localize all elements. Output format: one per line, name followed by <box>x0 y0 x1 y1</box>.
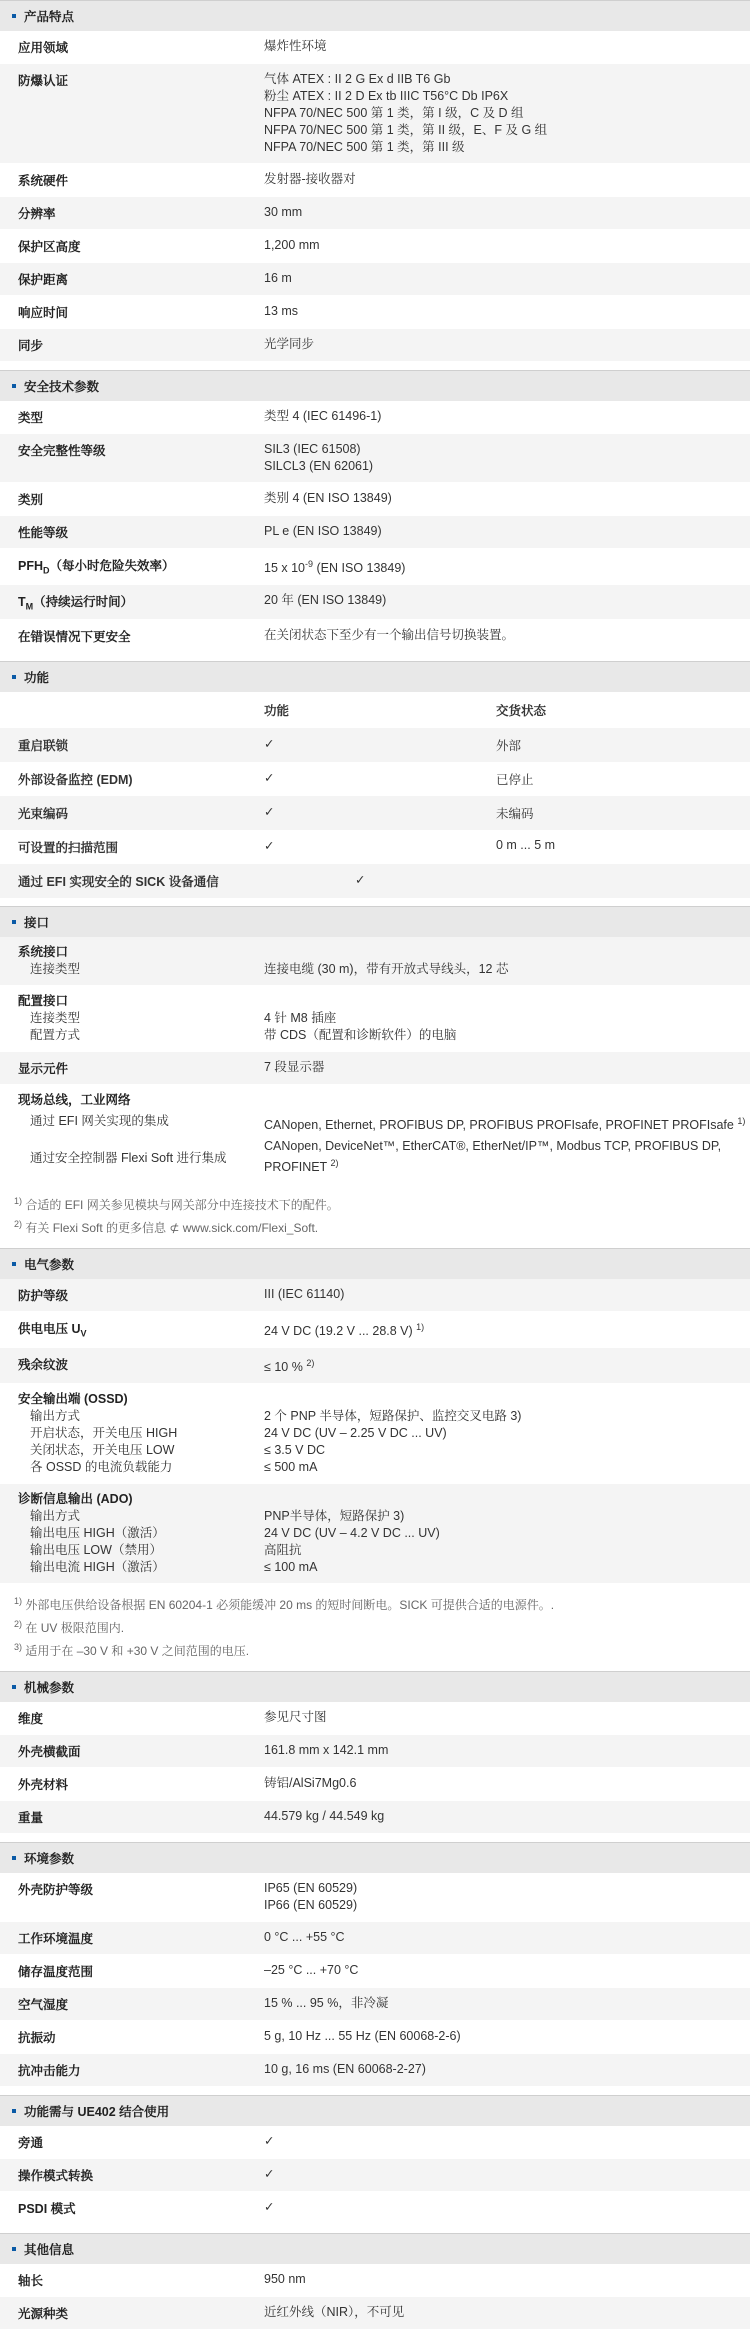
row-value <box>264 1092 750 1176</box>
row-value: III (IEC 61140) <box>264 1286 345 1301</box>
sub-label: 配置方式 <box>30 1027 81 1042</box>
label-main: T <box>18 595 26 610</box>
column-header-delivery-state: 交货状态 <box>496 703 547 718</box>
row-value <box>264 1391 750 1476</box>
section-title: 功能需与 UE402 结合使用 <box>24 2105 170 2120</box>
label-rest: （持续运行时间） <box>33 595 134 610</box>
row-value: 发射器-接收器对 <box>264 172 356 186</box>
footnote-ref: 1) <box>416 1321 425 1332</box>
row-label: 空气湿度 <box>18 1998 69 2013</box>
row-label: 系统硬件 <box>18 174 69 188</box>
table-row <box>0 483 750 516</box>
row-value: 近红外线（NIR），不可见 <box>264 2305 405 2320</box>
row-value: 950 nm <box>264 2272 306 2287</box>
table-row <box>0 434 750 483</box>
table-row <box>0 516 750 549</box>
value-line: 连接电缆 (30 m)，带有开放式导线头，12 芯 <box>264 961 509 976</box>
footnote-number: 1) <box>14 1596 23 1607</box>
check-icon: ✓ <box>264 2200 275 2215</box>
row-label: 储存温度范围 <box>18 1965 94 1980</box>
row-label: 外壳防护等级 <box>18 1883 94 1898</box>
section-bullet-icon <box>12 1262 16 1266</box>
row-value: 未编码 <box>496 806 534 821</box>
row-value <box>496 872 750 890</box>
electrical-footnotes <box>0 1584 750 1671</box>
value-line: 24 V DC (UV – 4.2 V DC ... UV) <box>264 1526 440 1541</box>
sub-label: 关闭状态，开关电压 LOW <box>30 1443 175 1458</box>
row-label: 显示元件 <box>18 1061 69 1076</box>
label-main: 供电电压 U <box>18 1321 81 1336</box>
row-label: 轴长 <box>18 2274 44 2289</box>
row-label <box>0 556 264 577</box>
row-value: 在关闭状态下至少有一个输出信号切换装置。 <box>264 627 515 642</box>
row-label: 类型 <box>18 411 44 425</box>
footnote-number: 2) <box>14 1218 23 1229</box>
section-bullet-icon <box>12 920 16 924</box>
row-value <box>264 1355 750 1376</box>
row-label <box>0 592 264 612</box>
row-value: 5 g, 10 Hz ... 55 Hz (EN 60068-2-6) <box>264 2029 461 2044</box>
group-title: 配置接口 <box>18 993 69 1008</box>
group-title: 安全输出端 (OSSD) <box>18 1392 128 1407</box>
row-value: 类别 4 (EN ISO 13849) <box>264 491 392 505</box>
row-value: 44.579 kg / 44.549 kg <box>264 1809 385 1824</box>
label-subscript: V <box>80 1328 87 1339</box>
mechanical-table <box>0 1702 750 1834</box>
section-bullet-icon <box>12 384 16 388</box>
value-line: ≤ 100 mA <box>264 1560 318 1575</box>
section-bullet-icon <box>12 2247 16 2251</box>
section-header-safety-parameters <box>0 370 750 401</box>
footnote-ref: 2) <box>306 1358 315 1369</box>
row-value: PL e (EN ISO 13849) <box>264 524 382 538</box>
safety-parameters-table <box>0 401 750 653</box>
value-line: SILCL3 (EN 62061) <box>264 459 374 473</box>
section-title: 安全技术参数 <box>24 380 100 394</box>
table-row <box>0 549 750 585</box>
section-bullet-icon <box>12 14 16 18</box>
table-row <box>0 1801 750 1834</box>
row-value: –25 °C ... +70 °C <box>264 1963 359 1978</box>
row-value: 0 m ... 5 m <box>496 837 556 852</box>
functions-table <box>0 692 750 898</box>
section-header-other-info <box>0 2233 750 2264</box>
row-label: 工作环境温度 <box>18 1932 94 1947</box>
product-features-table <box>0 31 750 362</box>
table-row <box>0 1484 750 1584</box>
table-header-row <box>0 692 750 728</box>
table-row <box>0 1922 750 1955</box>
group-title: 现场总线，工业网络 <box>18 1092 131 1107</box>
row-label: 外壳材料 <box>18 1778 69 1793</box>
row-label: 分辨率 <box>18 207 56 221</box>
row-value: 20 年 (EN ISO 13849) <box>264 593 387 608</box>
section-title: 产品特点 <box>24 10 75 24</box>
row-label: PSDI 模式 <box>18 2202 76 2217</box>
table-row <box>0 31 750 64</box>
value-line: NFPA 70/NEC 500 第 1 类，第 I 级，C 及 D 组 <box>264 106 524 120</box>
row-label <box>0 944 264 978</box>
group-title: 诊断信息输出 (ADO) <box>18 1492 133 1507</box>
row-label: 外壳横截面 <box>18 1745 81 1760</box>
row-value: 0 °C ... +55 °C <box>264 1930 345 1945</box>
footnote-text: 在 UV 极限范围内. <box>25 1621 125 1636</box>
table-row <box>0 1348 750 1384</box>
table-row <box>0 986 750 1052</box>
table-row <box>0 1384 750 1484</box>
row-label: 通过 EFI 实现安全的 SICK 设备通信 <box>18 874 219 889</box>
table-row <box>0 1279 750 1312</box>
check-icon: ✓ <box>264 2167 275 2182</box>
row-label: 维度 <box>18 1712 44 1727</box>
footnote-link[interactable]: 有关 Flexi Soft 的更多信息 ⊄ www.sick.com/Flexi_Soft. <box>25 1220 319 1235</box>
row-value: 30 mm <box>264 205 303 219</box>
value-line: IP66 (EN 60529) <box>264 1898 358 1913</box>
value-line: ≤ 500 mA <box>264 1460 318 1475</box>
row-label: 应用领域 <box>18 41 69 55</box>
row-value <box>264 993 750 1044</box>
row-value: 161.8 mm x 142.1 mm <box>264 1743 389 1758</box>
row-label: 响应时间 <box>18 306 69 320</box>
value-line: NFPA 70/NEC 500 第 1 类，第 III 级 <box>264 140 465 154</box>
row-value <box>264 71 750 156</box>
section-title: 机械参数 <box>24 1681 75 1696</box>
table-row <box>0 1085 750 1184</box>
row-label: 重启联锁 <box>18 738 69 753</box>
row-label: 重量 <box>18 1811 44 1826</box>
row-value: 15 % ... 95 %，非冷凝 <box>264 1996 389 2011</box>
row-label: 防爆认证 <box>18 74 69 88</box>
table-row <box>0 2192 750 2225</box>
table-row <box>0 937 750 986</box>
footnote-text: 合适的 EFI 网关参见模块与网关部分中连接技术下的配件。 <box>25 1197 339 1212</box>
table-row <box>0 164 750 197</box>
value-line: 气体 ATEX : II 2 G Ex d IIB T6 Gb <box>264 72 451 86</box>
row-label: 可设置的扫描范围 <box>18 840 119 855</box>
row-label <box>0 1319 264 1340</box>
sub-label: 输出电压 HIGH（激活） <box>30 1526 165 1541</box>
value-line: 4 针 M8 插座 <box>264 1010 337 1025</box>
sub-label: 输出方式 <box>30 1409 81 1424</box>
check-icon: ✓ <box>355 872 366 887</box>
table-row <box>0 585 750 620</box>
row-value <box>264 1319 750 1340</box>
section-title: 接口 <box>24 915 50 930</box>
section-bullet-icon <box>12 1856 16 1860</box>
sub-label: 输出方式 <box>30 1509 81 1524</box>
check-icon: ✓ <box>264 804 275 819</box>
section-header-electrical <box>0 1248 750 1279</box>
table-row <box>0 2126 750 2159</box>
value-line: SIL3 (IEC 61508) <box>264 442 361 456</box>
value-line: IP65 (EN 60529) <box>264 1881 358 1896</box>
row-label: 抗振动 <box>18 2031 56 2046</box>
value-text: 24 V DC (19.2 V ... 28.8 V) <box>264 1324 413 1339</box>
table-row <box>0 296 750 329</box>
ue402-table <box>0 2126 750 2225</box>
row-label <box>0 1092 264 1176</box>
footnote-text: 适用于在 –30 V 和 +30 V 之间范围的电压. <box>25 1644 250 1659</box>
sub-label: 通过 EFI 网关实现的集成 <box>30 1113 169 1128</box>
row-label: 保护距离 <box>18 273 69 287</box>
label-subscript: M <box>25 601 34 612</box>
row-label: 外部设备监控 (EDM) <box>18 772 133 787</box>
label-rest: （每小时危险失效率） <box>49 559 175 573</box>
table-row <box>0 1735 750 1768</box>
section-header-environment <box>0 1842 750 1873</box>
table-row <box>0 263 750 296</box>
table-row <box>0 197 750 230</box>
column-header <box>0 701 264 719</box>
section-title: 环境参数 <box>24 1852 75 1867</box>
footnote-number: 1) <box>14 1195 23 1206</box>
row-value <box>264 441 750 475</box>
sub-label: 输出电流 HIGH（激活） <box>30 1560 165 1575</box>
row-label: 安全完整性等级 <box>18 444 106 458</box>
value-text: ≤ 10 % <box>264 1360 303 1375</box>
row-value: 类型 4 (IEC 61496-1) <box>264 409 382 423</box>
row-label: 性能等级 <box>18 526 69 540</box>
row-value: 7 段显示器 <box>264 1059 325 1074</box>
row-label: 操作模式转换 <box>18 2169 94 2184</box>
row-label: 光源种类 <box>18 2307 69 2322</box>
row-label: 光束编码 <box>18 806 69 821</box>
sub-label: 开启状态，开关电压 HIGH <box>30 1426 178 1441</box>
footnote-number: 2) <box>14 1619 23 1630</box>
row-label: 防护等级 <box>18 1288 69 1303</box>
table-row <box>0 762 750 796</box>
table-row <box>0 1702 750 1735</box>
other-info-table <box>0 2264 750 2330</box>
section-header-interfaces <box>0 906 750 937</box>
section-title: 其他信息 <box>24 2243 75 2258</box>
value-post: (EN ISO 13849) <box>313 561 406 576</box>
table-row <box>0 1768 750 1801</box>
column-header-function: 功能 <box>264 703 290 718</box>
value-line: 高阻抗 <box>264 1543 302 1558</box>
table-row <box>0 728 750 762</box>
value-superscript: -9 <box>305 559 314 569</box>
row-value <box>264 556 750 577</box>
interfaces-footnotes <box>0 1184 750 1248</box>
environment-table <box>0 1873 750 2087</box>
row-value: 13 ms <box>264 304 299 318</box>
sub-label: 各 OSSD 的电流负载能力 <box>30 1460 173 1475</box>
table-row <box>0 830 750 864</box>
section-title: 功能 <box>24 670 50 685</box>
row-value: 参见尺寸图 <box>264 1710 327 1725</box>
row-label: 在错误情况下更安全 <box>18 629 131 644</box>
value-line: 24 V DC (UV – 2.25 V DC ... UV) <box>264 1426 447 1441</box>
interfaces-table <box>0 937 750 1184</box>
sub-label: 通过安全控制器 Flexi Soft 进行集成 <box>30 1150 227 1165</box>
row-value: 16 m <box>264 271 292 285</box>
table-row <box>0 64 750 164</box>
check-icon: ✓ <box>264 838 275 853</box>
label-subscript: D <box>43 565 50 576</box>
sub-label: 输出电压 LOW（禁用） <box>30 1543 162 1558</box>
check-icon: ✓ <box>264 770 275 785</box>
row-value: 10 g, 16 ms (EN 60068-2-27) <box>264 2062 426 2077</box>
section-header-ue402-functions <box>0 2095 750 2126</box>
table-row <box>0 2297 750 2330</box>
row-label <box>0 1491 264 1576</box>
table-row <box>0 620 750 653</box>
row-label: 类别 <box>18 493 44 507</box>
row-value <box>264 1491 750 1576</box>
table-row <box>0 401 750 434</box>
row-label: 同步 <box>18 339 44 353</box>
check-icon: ✓ <box>264 736 275 751</box>
value-line: CANopen, Ethernet, PROFIBUS DP, PROFIBUS PROFIsafe, PROFINET PROFIsafe <box>264 1117 734 1132</box>
section-header-mechanical <box>0 1671 750 1702</box>
footnote-ref: 2) <box>330 1157 339 1168</box>
table-row <box>0 864 750 898</box>
row-value <box>264 1880 750 1914</box>
value-line: 2 个 PNP 半导体，短路保护、监控交叉电路 3) <box>264 1409 522 1424</box>
table-row <box>0 796 750 830</box>
label-main: PFH <box>18 559 43 573</box>
section-title: 电气参数 <box>24 1257 75 1272</box>
group-title: 系统接口 <box>18 944 69 959</box>
row-label <box>0 1391 264 1476</box>
row-label: 抗冲击能力 <box>18 2064 81 2079</box>
table-row <box>0 1988 750 2021</box>
row-value <box>264 944 750 978</box>
row-value: 光学同步 <box>264 337 315 351</box>
row-label: 旁通 <box>18 2136 44 2151</box>
sub-label: 连接类型 <box>30 961 81 976</box>
footnote-ref: 1) <box>737 1115 746 1126</box>
table-row <box>0 1052 750 1085</box>
check-icon: ✓ <box>264 2134 275 2149</box>
table-row <box>0 230 750 263</box>
section-bullet-icon <box>12 2109 16 2113</box>
row-value: 1,200 mm <box>264 238 320 252</box>
section-bullet-icon <box>12 1685 16 1689</box>
row-value: 爆炸性环境 <box>264 39 327 53</box>
row-label <box>0 993 264 1044</box>
table-row <box>0 329 750 362</box>
value-line: NFPA 70/NEC 500 第 1 类，第 II 级，E、F 及 G 组 <box>264 123 548 137</box>
section-header-product-features <box>0 0 750 31</box>
row-label: 残余纹波 <box>18 1358 69 1373</box>
footnote-number: 3) <box>14 1642 23 1653</box>
value-pre: 15 x 10 <box>264 561 306 576</box>
row-value: 铸铝/AlSi7Mg0.6 <box>264 1776 357 1791</box>
row-value: 外部 <box>496 738 522 753</box>
footnote-text: 外部电压供给设备根据 EN 60204-1 必须能缓冲 20 ms 的短时间断电。SICK 可提供合适的电源件。. <box>25 1598 555 1613</box>
value-line: 粉尘 ATEX : II 2 D Ex tb IIIC T56°C Db IP6X <box>264 89 509 103</box>
row-value: 已停止 <box>496 772 534 787</box>
table-row <box>0 2054 750 2087</box>
electrical-table <box>0 1279 750 1584</box>
table-row <box>0 1955 750 1988</box>
value-line: ≤ 3.5 V DC <box>264 1443 326 1458</box>
table-row <box>0 1873 750 1922</box>
value-line: CANopen, DeviceNet™, EtherCAT®, EtherNet/IP™, Modbus TCP, PROFIBUS DP, PROFINET <box>264 1138 722 1174</box>
section-header-functions <box>0 661 750 692</box>
section-bullet-icon <box>12 675 16 679</box>
value-line: 带 CDS（配置和诊断软件）的电脑 <box>264 1027 457 1042</box>
row-label: 保护区高度 <box>18 240 81 254</box>
table-row <box>0 2159 750 2192</box>
sub-label: 连接类型 <box>30 1010 81 1025</box>
table-row <box>0 1312 750 1348</box>
value-line: PNP半导体，短路保护 3) <box>264 1509 405 1524</box>
table-row <box>0 2021 750 2054</box>
table-row <box>0 2264 750 2297</box>
